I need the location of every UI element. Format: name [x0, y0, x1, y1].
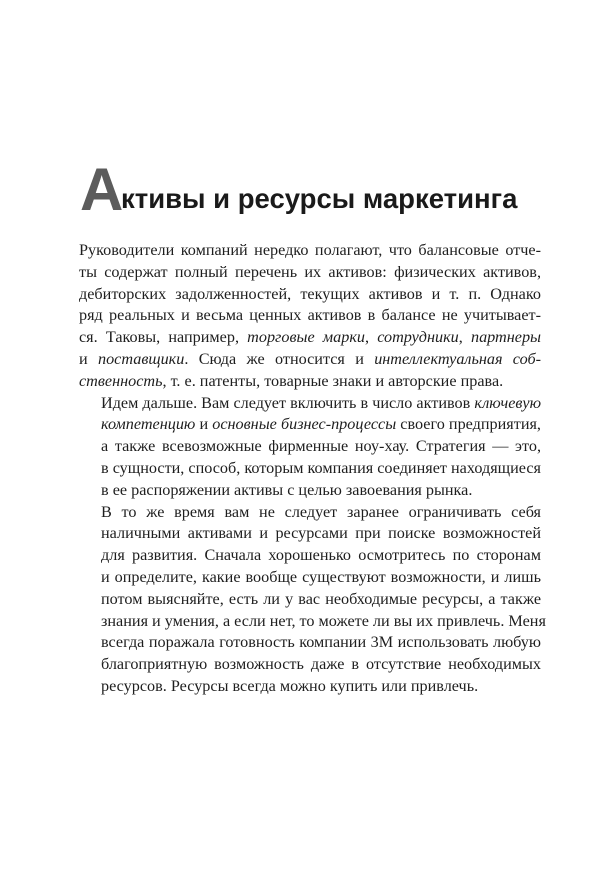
- text-run: в сущности, способ, которым компания соединяет находящиеся: [101, 458, 541, 477]
- text-line: [79, 458, 541, 480]
- italic-run: поставщики: [97, 349, 185, 368]
- text-line: [79, 305, 541, 327]
- text-run: для развития. Сначала хорошенько осмотритесь по сторонам: [101, 546, 541, 565]
- text-run: . Сюда же относится и: [184, 349, 375, 368]
- italic-run: партнеры: [470, 328, 542, 347]
- heading-drop-cap: А: [80, 156, 124, 223]
- text-run: и определите, какие вообще существуют возможности, и лишь: [101, 567, 541, 586]
- text-run: и: [79, 349, 98, 368]
- text-line: [79, 349, 541, 371]
- text-line: [79, 502, 541, 524]
- text-run: , т. е. патенты, товарные знаки и авторские права.: [162, 371, 504, 390]
- text-run: и: [195, 415, 213, 434]
- text-line: [79, 567, 541, 589]
- text-run: ,: [458, 328, 471, 347]
- body-paragraph: [79, 240, 541, 393]
- text-line: [79, 393, 541, 415]
- italic-run: интеллектуальная соб-: [374, 349, 541, 368]
- text-line: [79, 545, 541, 567]
- text-run: дебиторских задолженностей, текущих активов и т. п. Однако: [79, 284, 541, 303]
- text-line: [79, 523, 541, 545]
- text-line: [79, 632, 541, 654]
- text-run: своего предприятия,: [396, 415, 541, 434]
- text-run: ся. Таковы, например,: [79, 328, 248, 347]
- text-line: [79, 262, 541, 284]
- text-run: наличными активами и ресурсами при поиске возможностей: [101, 524, 541, 543]
- italic-run: компетенцию: [101, 415, 196, 434]
- text-run: В то же время вам не следует заранее ограничивать себя: [101, 502, 541, 521]
- italic-run: ственность: [79, 371, 163, 390]
- text-run: ты содержат полный перечень их активов: физических активов,: [79, 262, 541, 281]
- text-line: [79, 480, 541, 502]
- text-run: благоприятную возможность даже в отсутствие необходимых: [101, 655, 541, 674]
- text-run: потом выясняйте, есть ли у вас необходимые ресурсы, а также: [101, 589, 541, 608]
- chapter-heading: [80, 156, 540, 223]
- italic-run: торговые марки: [247, 328, 365, 347]
- heading-title: ктивы и ресурсы маркетинга: [121, 183, 518, 214]
- italic-run: основные бизнес-процессы: [212, 415, 397, 434]
- text-line: [79, 327, 541, 349]
- text-run: ,: [364, 328, 378, 347]
- text-run: в ее распоряжении активы с целью завоевания рынка.: [101, 480, 473, 499]
- text-run: а также всевозможные фирменные ноу-хау. Стратегия — это,: [101, 437, 541, 456]
- text-line: [79, 240, 541, 262]
- text-run: Идем дальше. Вам следует включить в число активов: [101, 393, 475, 412]
- text-line: [79, 436, 541, 458]
- text-run: ряд реальных и весьма ценных активов в балансе не учитывает-: [79, 306, 541, 325]
- italic-run: ключевую: [474, 393, 541, 412]
- text-run: всегда поражала готовность компании 3M использовать любую: [101, 633, 541, 652]
- text-run: ресурсов. Ресурсы всегда можно купить или привлечь.: [101, 676, 479, 695]
- body-text: [79, 240, 546, 698]
- text-line: [79, 611, 546, 633]
- text-line: [79, 654, 541, 676]
- text-line: [79, 589, 541, 611]
- text-run: Руководители компаний нередко полагают, что балансовые отче-: [79, 241, 541, 259]
- body-paragraph: [79, 393, 541, 502]
- text-run: знания и умения, а если нет, то можете ли вы их привлечь. Меня: [101, 611, 546, 630]
- text-line: [79, 284, 541, 306]
- body-paragraph: [79, 502, 546, 698]
- text-line: [79, 371, 541, 393]
- text-line: [79, 676, 541, 698]
- text-line: [79, 414, 541, 436]
- italic-run: сотрудники: [377, 328, 459, 347]
